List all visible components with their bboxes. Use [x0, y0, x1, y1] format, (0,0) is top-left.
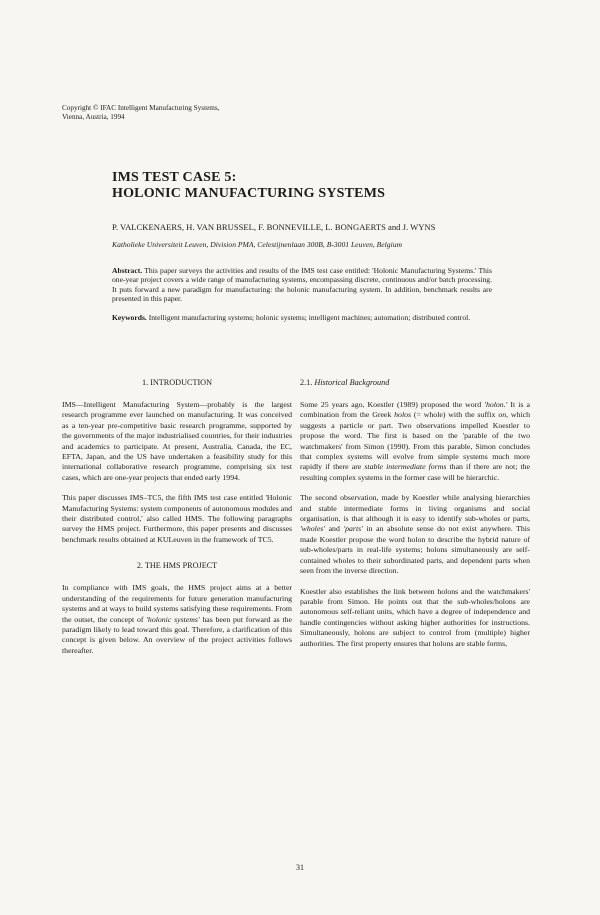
left-column — [62, 378, 292, 656]
text-run: It is a combination from the Greek — [300, 400, 530, 420]
affiliation: Katholieke Universiteit Leuven, Division PMA, Celestijnenlaan 300B, B-3001 Leuven, Belgium — [112, 240, 402, 249]
emphasis-parts: 'parts' — [343, 524, 363, 534]
emphasis-holonic-systems: 'holonic systems' — [146, 614, 200, 624]
keywords-label: Keywords. — [112, 313, 147, 322]
text-run: which suggests a particle or part. Two observations impelled Koestler to propose the word. The first is based on the 'parable of the two watchmakers' from Simon (1990). From this parable, Simon concludes that complex systems will evolve from simple systems much more rapidly if there are — [300, 410, 530, 472]
abstract-text: This paper surveys the activities and results of the IMS test case entitled: 'Holonic Manufacturing Systems.' This one-year project covers a wide range of manufacturing systems, encompassing discrete, continuous and/or batch processing. It puts forward a new paradigm for manufacturing: the holonic manufacturing system. In addition, benchmark results are presented in this paper. — [112, 266, 492, 304]
section-heading-hms-project: 2. THE HMS PROJECT — [136, 561, 218, 571]
hms-paragraph-1 — [62, 583, 292, 656]
text-run: The second observation, made by Koestler while analysing hierarchies and stable intermediate forms in living organisms and social organisation, is that although it is easy to identify sub-wholes or parts, — [300, 493, 530, 524]
history-paragraph-1 — [300, 400, 530, 483]
title-line-2: HOLONIC MANUFACTURING SYSTEMS — [112, 186, 386, 201]
right-column — [300, 378, 530, 649]
text-run: has been put forward as the paradigm likely to lead toward this goal. Therefore, a clarification of this concept is given below. An overview of the project activities follows thereafter. — [62, 614, 293, 655]
history-paragraph-2 — [300, 493, 530, 576]
copyright-line-2: Vienna, Austria, 1994 — [62, 113, 125, 121]
emphasis-on: on, — [498, 410, 509, 420]
intro-paragraph-1: IMS—Intelligent Manufacturing System—probably is the largest research programme ever launched on manufacturing. It was conceived as a ten-year pre-competitive basic research programme, supported by the governments of the major industrialised countries, for their industries and academics to participate. At present, Australia, Canada, the EC, EFTA, Japan, and the US have undertaken a feasibility study for this international collaborative research programme, comprising six test cases, which are one-year projects that ended early 1994. — [62, 400, 292, 482]
subsection-heading-historical-background — [300, 378, 530, 388]
title-line-1: IMS TEST CASE 5: — [112, 170, 237, 185]
page-number: 31 — [296, 863, 304, 872]
subsection-number: 2.1. — [300, 378, 313, 387]
copyright-line-1: Copyright © IFAC Intelligent Manufacturing Systems, — [62, 104, 220, 112]
abstract — [112, 266, 492, 304]
abstract-label: Abstract. — [112, 266, 143, 275]
emphasis-stable-intermediate-forms: stable intermediate forms — [364, 462, 447, 472]
emphasis-wholes: 'wholes' — [300, 524, 325, 534]
section-heading-introduction: 1. INTRODUCTION — [141, 378, 213, 387]
copyright-notice — [62, 104, 302, 122]
emphasis-holon: 'holon.' — [484, 400, 508, 409]
text-run: In compliance with IMS goals, the HMS project aims at a better understanding of the requirements for future generation manufacturing systems and at ways to build systems satisfying these requirements. From the outset, the concept of — [62, 583, 292, 624]
text-run: Some 25 years ago, Koestler (1989) proposed the word — [300, 400, 485, 409]
subsection-title: Historical Background — [314, 378, 390, 387]
keywords — [112, 313, 492, 322]
paper-title — [112, 170, 532, 202]
text-run: in an absolute sense do not exist anywhere. This made Koestler propose the word holon to describe the hybrid nature of sub-wholes/parts in real-life systems; holons simultaneously are self-contained wholes to their subordinated parts, and dependent parts when seen from the inverse direction. — [300, 524, 530, 576]
keywords-text: Intelligent manufacturing systems; holonic systems; intelligent machines; automation; distributed control. — [148, 313, 471, 322]
text-run: and — [325, 524, 344, 534]
text-run: than if there are not; the resulting complex systems in the former case will be hierarchic. — [300, 462, 530, 482]
text-run: (= whole) with the suffix — [411, 410, 499, 420]
intro-paragraph-2: This paper discusses IMS–TC5, the fifth IMS test case entitled 'Holonic Manufacturing Systems: system components of autonomous modules and their distributed control,' also called HMS. The following paragraphs survey the HMS project. Furthermore, this paper presents and discusses benchmark results obtained at KULeuven in the framework of TC5. — [62, 493, 292, 544]
history-paragraph-3: Koestler also establishes the link between holons and the watchmakers' parable from Simon. He points out that the sub-wholes/holons are autonomous self-reliant units, which have a degree of independence and handle contingencies without asking higher authorities for instructions. Simultaneously, holons are subject to control from (multiple) higher authorities. The first property ensures that holons are stable forms, — [300, 586, 530, 648]
authors: P. VALCKENAERS, H. VAN BRUSSEL, F. BONNEVILLE, L. BONGAERTS and J. WYNS — [112, 222, 436, 232]
emphasis-holos: holos — [394, 410, 412, 420]
